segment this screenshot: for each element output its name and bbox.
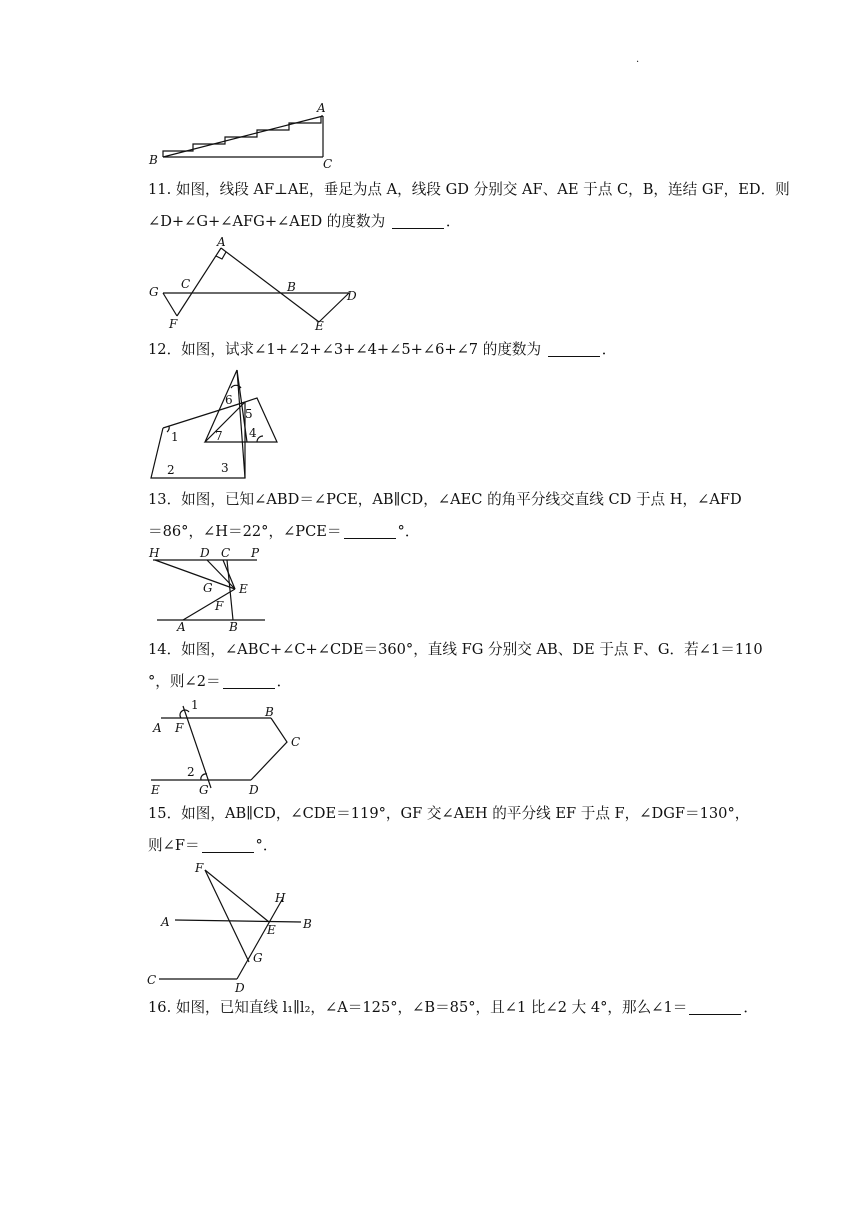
figure-staircase [145,100,345,172]
figure-q14 [145,698,315,802]
answer-blank [344,522,396,539]
answer-blank [689,998,741,1015]
label-c: C [147,973,157,987]
question-13-text: ＝86°，∠H＝22°，∠PCE＝ [148,523,342,540]
label-a: A [153,721,162,735]
angle-7: 7 [215,429,223,443]
label-f: F [175,721,184,735]
label-g: G [203,581,213,595]
label-h: H [149,546,160,560]
label-a: A [317,101,326,115]
label-g: G [149,285,159,299]
angle-1: 1 [171,430,179,444]
label-c: C [181,277,191,291]
question-13-line1: 13．如图，已知∠ABD＝∠PCE，AB∥CD，∠AEC 的角平分线交直线 CD 于点 H，∠AFD [148,491,742,508]
angle-6: 6 [225,393,233,407]
question-14-line1: 14．如图，∠ABC+∠C+∠CDE＝360°，直线 FG 分别交 AB、DE 于点 F、G．若∠1＝110 [148,641,763,658]
question-16 [148,992,758,1024]
label-e: E [267,923,276,937]
question-14-line2 [148,666,763,698]
figure-q13 [145,546,275,636]
label-h: H [275,891,286,905]
question-12-text: 12．如图，试求∠1+∠2+∠3+∠4+∠5+∠6+∠7 的度数为 [148,341,546,358]
question-11-end: ． [445,213,461,230]
question-13-line2 [148,516,742,548]
question-15-line1: 15．如图，AB∥CD，∠CDE＝119°，GF 交∠AEH 的平分线 EF 于点 F，∠DGF＝130°， [148,805,750,822]
label-e: E [239,582,248,596]
angle-2: 2 [187,765,195,779]
answer-blank [202,836,254,853]
label-p: P [251,546,260,560]
question-12-line1 [148,334,616,366]
label-d: D [200,546,210,560]
label-b: B [287,280,296,294]
label-e: E [315,319,324,333]
label-d: D [235,981,245,995]
question-11-line1: 11. 如图，线段 AF⊥AE，垂足为点 A，线段 GD 分别交 AF、AE 于点 C，B，连结 GF，ED．则 [148,181,790,198]
question-14-text: °，则∠2＝ [148,673,221,690]
label-f: F [169,317,178,331]
question-15-end: °． [255,837,278,854]
label-g: G [253,951,263,965]
label-g: G [199,783,209,797]
label-c: C [221,546,231,560]
label-b: B [149,153,158,167]
question-15 [148,798,749,862]
label-b: B [303,917,312,931]
label-d: D [347,289,357,303]
label-a: A [161,915,170,929]
figure-q11 [145,236,365,336]
question-11 [148,174,790,238]
page-dot: . [636,54,640,65]
label-d: D [249,783,259,797]
answer-blank [548,340,600,357]
question-11-text: ∠D+∠G+∠AFG+∠AED 的度数为 [148,213,390,230]
label-b: B [265,705,274,719]
label-f: F [215,599,224,613]
label-a: A [177,620,186,634]
angle-1: 1 [191,698,199,712]
answer-blank [223,672,275,689]
figure-q12 [145,366,285,486]
angle-3: 3 [221,461,229,475]
question-13 [148,484,742,548]
label-c: C [323,157,333,171]
answer-blank [392,212,444,229]
question-14 [148,634,763,698]
question-12 [148,334,616,366]
question-16-line1 [148,992,758,1024]
angle-2: 2 [167,463,175,477]
question-14-end: ． [276,673,292,690]
question-12-end: ． [601,341,617,358]
angle-4: 4 [249,426,257,440]
question-16-text: 16. 如图，已知直线 l₁∥l₂，∠A＝125°，∠B＝85°，且∠1 比∠2 大 4°，那么∠1＝ [148,999,688,1016]
question-13-end: °． [397,523,420,540]
question-16-end: ． [743,999,758,1016]
label-e: E [151,783,160,797]
figure-q15 [145,858,335,993]
angle-5: 5 [245,407,253,421]
label-a: A [217,235,226,249]
question-11-line2 [148,206,790,238]
question-15-text: 则∠F＝ [148,837,200,854]
label-f: F [195,861,204,875]
label-c: C [291,735,301,749]
label-b: B [229,620,238,634]
